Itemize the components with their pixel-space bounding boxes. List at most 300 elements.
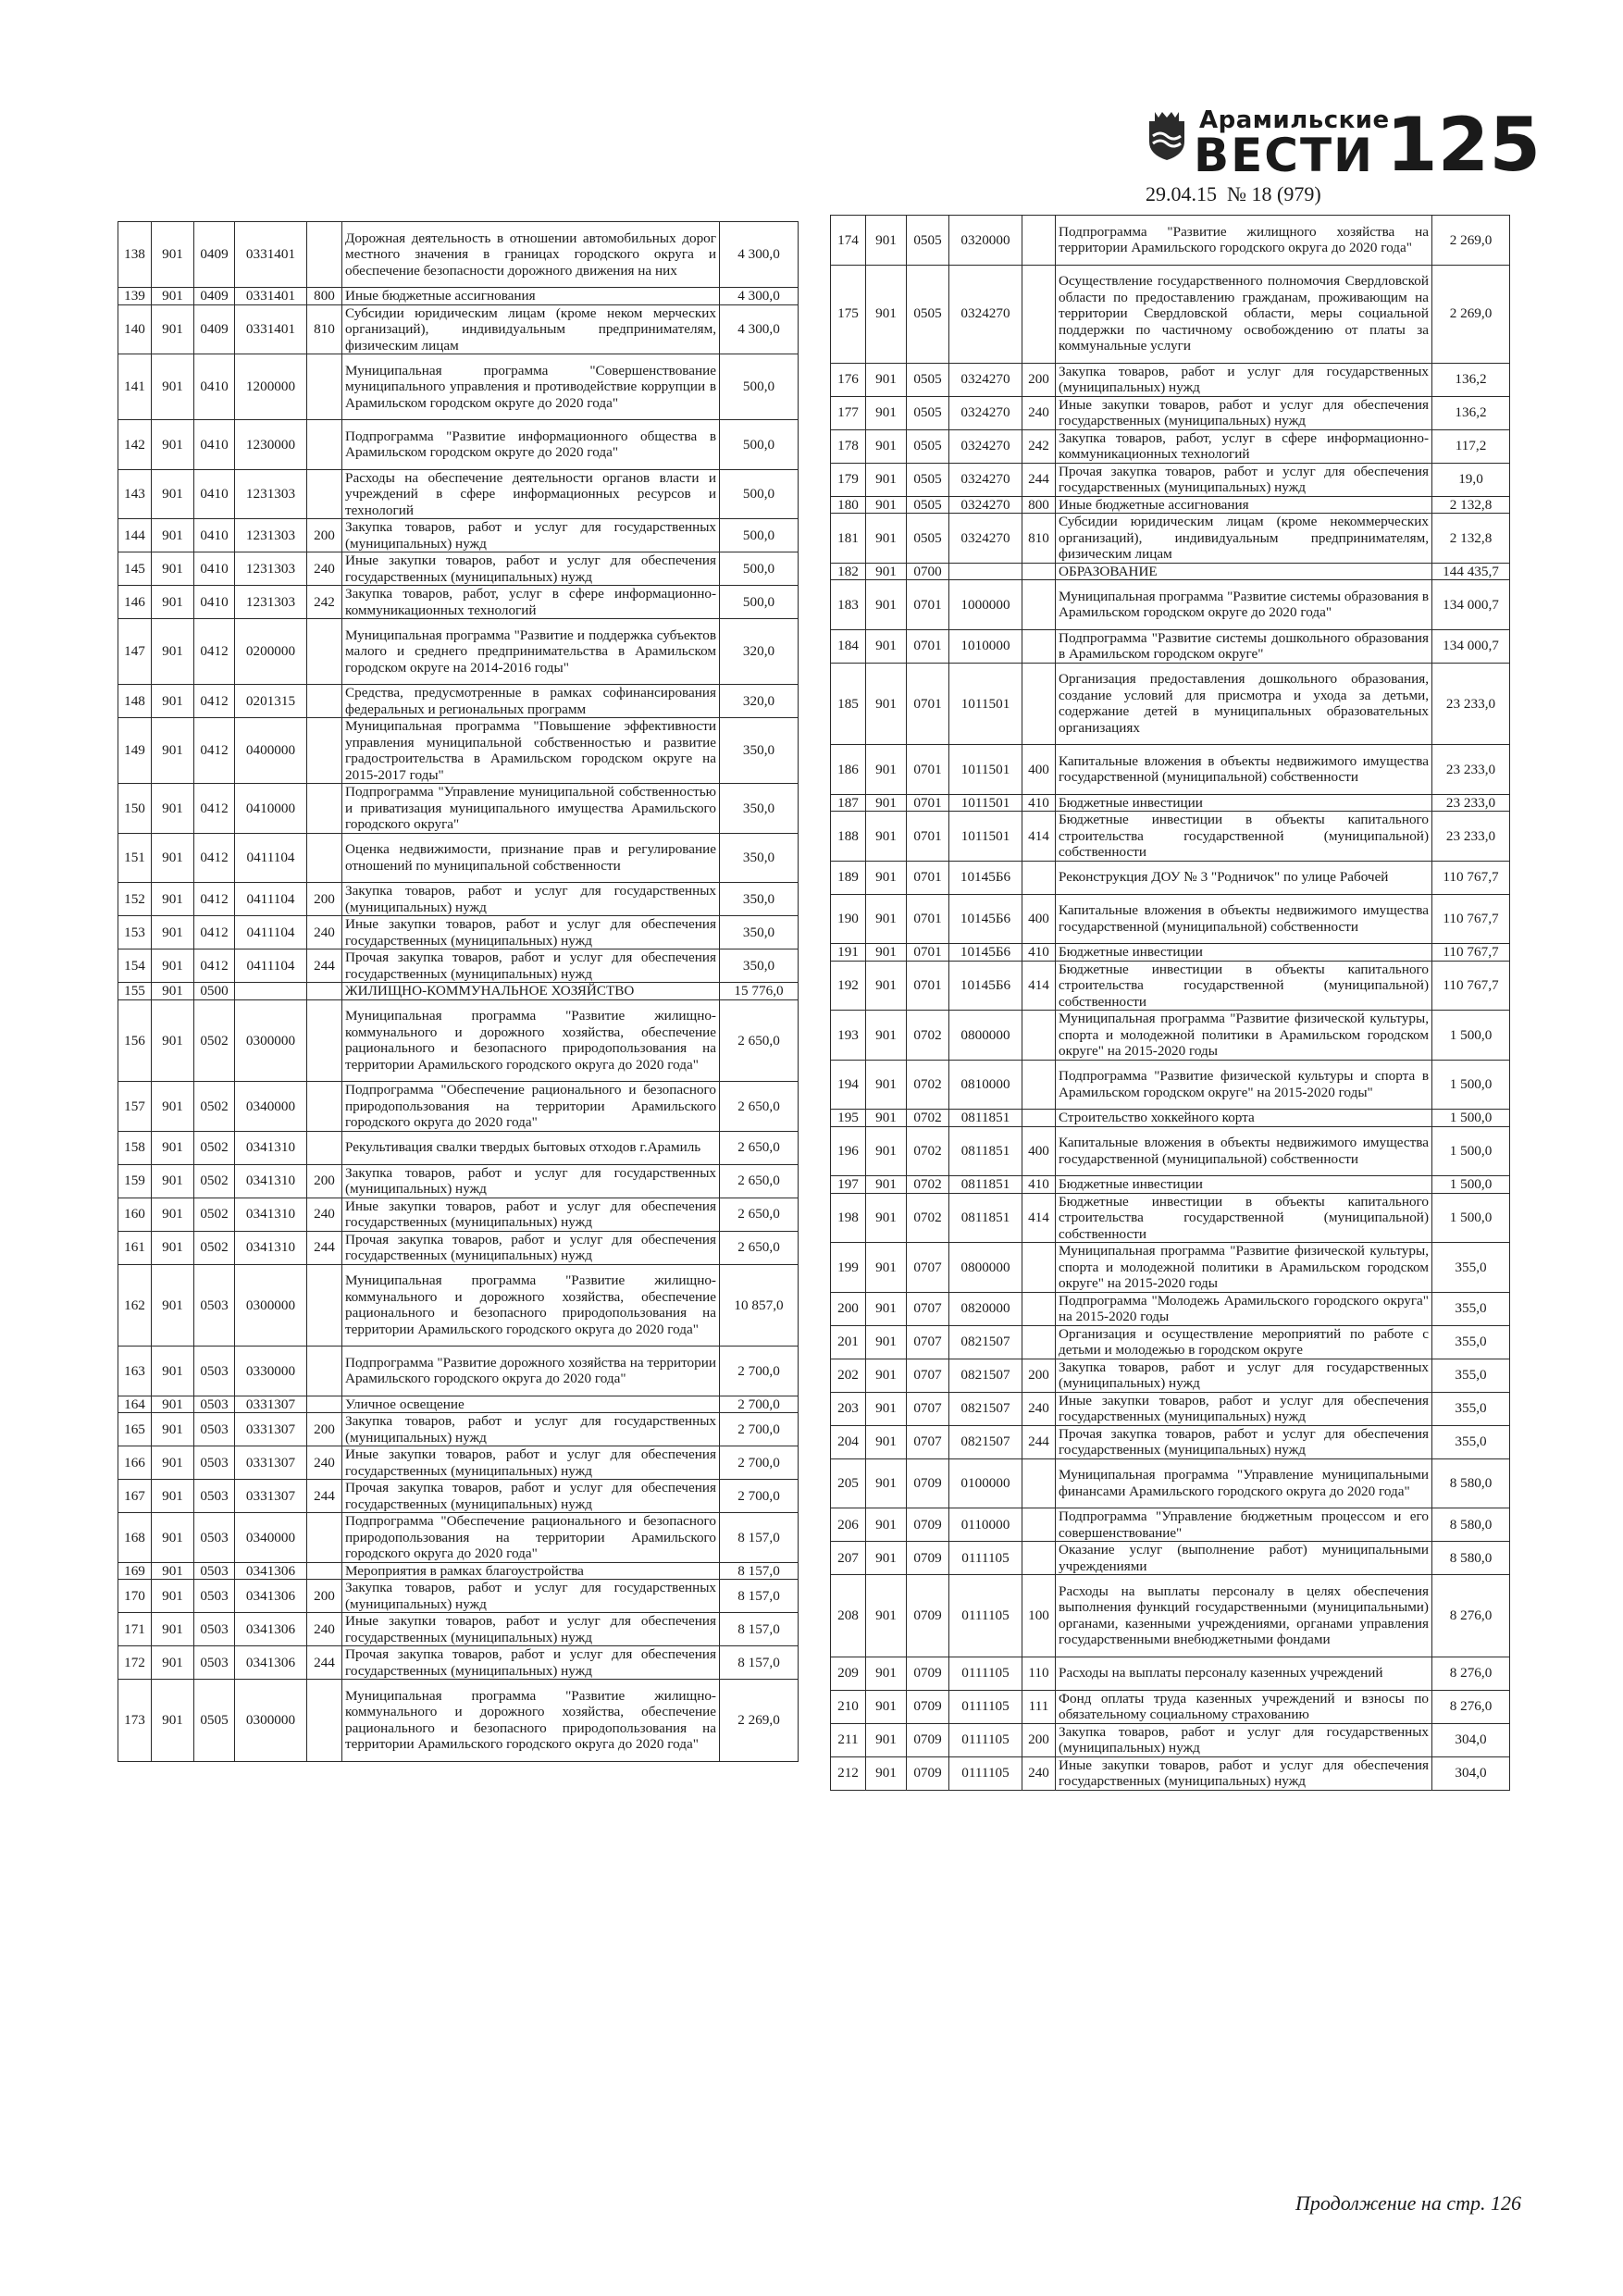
expense-description: Закупка товаров, работ, услуг в сфере информационно-коммуникационных технологий [1056,429,1432,463]
expense-type-code: 240 [1022,1756,1056,1790]
row-number: 169 [118,1562,152,1580]
expense-type-code [1022,629,1056,663]
section-code: 0709 [907,1575,949,1657]
expense-description: Иные закупки товаров, работ и услуг для обеспечения государственных (муниципальных) нужд [1056,1756,1432,1790]
row-number: 198 [831,1193,866,1243]
target-code: 0341306 [235,1580,307,1613]
section-code: 0503 [194,1480,235,1513]
row-number: 209 [831,1657,866,1690]
section-code: 0502 [194,1082,235,1132]
amount: 355,0 [1432,1243,1510,1293]
admin-code: 901 [152,1562,194,1580]
expense-description: Подпрограмма "Развитие информационного общества в Арамильском городском округе до 2020 года" [342,420,720,470]
table-row [118,420,799,470]
expense-type-code: 244 [307,1480,342,1513]
target-code: 0111105 [949,1542,1022,1575]
expense-description: Муниципальная программа "Развитие физической культуры, спорта и молодежной политики в Арамильском городском округе" на 2015-2020 годы [1056,1243,1432,1293]
section-code: 0709 [907,1508,949,1542]
target-code: 0341310 [235,1131,307,1164]
table-row [118,1264,799,1347]
row-number: 205 [831,1458,866,1508]
expense-description: Закупка товаров, работ и услуг для государственных (муниципальных) нужд [1056,1359,1432,1392]
admin-code: 901 [152,916,194,949]
section-code: 0410 [194,586,235,619]
expense-description: Муниципальная программа "Повышение эффективности управления муниципальной собственностью и развитие градостроительства в Арамильском городском округе на 2015-2017 годы" [342,718,720,784]
admin-code: 901 [152,1131,194,1164]
expense-description: Закупка товаров, работ и услуг для государственных (муниципальных) нужд [1056,363,1432,396]
section-code: 0701 [907,944,949,962]
admin-code: 901 [152,833,194,883]
section-code: 0701 [907,580,949,630]
admin-code: 901 [866,1110,907,1127]
admin-code: 901 [866,1176,907,1194]
admin-code: 901 [152,1680,194,1762]
row-number: 149 [118,718,152,784]
section-code: 0701 [907,961,949,1011]
admin-code: 901 [152,883,194,916]
amount: 1 500,0 [1432,1193,1510,1243]
expense-description: Иные закупки товаров, работ и услуг для обеспечения государственных (муниципальных) нужд [342,1446,720,1480]
expense-type-code [1022,1110,1056,1127]
admin-code: 901 [866,745,907,795]
target-code: 0341310 [235,1231,307,1264]
admin-code: 901 [152,949,194,983]
amount: 2 269,0 [1432,265,1510,363]
expense-type-code: 414 [1022,961,1056,1011]
table-row [118,1131,799,1164]
section-code: 0503 [194,1513,235,1563]
table-row [831,363,1510,396]
admin-code: 901 [866,1126,907,1176]
table-row [118,519,799,552]
section-code: 0409 [194,304,235,354]
amount: 2 700,0 [720,1446,799,1480]
left-column [118,221,799,1762]
expense-description: Расходы на обеспечение деятельности органов власти и учреждений в сфере информационных ресурсов и технологий [342,469,720,519]
section-code: 0709 [907,1723,949,1756]
table-row [831,745,1510,795]
expense-type-code [1022,216,1056,266]
section-code: 0505 [907,265,949,363]
expense-type-code: 240 [307,1446,342,1480]
expense-type-code [307,1082,342,1132]
expense-type-code [1022,580,1056,630]
amount: 500,0 [720,469,799,519]
admin-code: 901 [866,363,907,396]
expense-type-code: 240 [1022,1392,1056,1425]
table-row [118,718,799,784]
amount: 355,0 [1432,1325,1510,1359]
expense-type-code [307,685,342,718]
target-code: 0341310 [235,1164,307,1198]
section-code: 0503 [194,1347,235,1396]
amount: 4 300,0 [720,222,799,288]
expense-description: Подпрограмма "Развитие системы дошкольного образования в Арамильском городском округе" [1056,629,1432,663]
target-code: 0411104 [235,883,307,916]
expense-type-code: 400 [1022,894,1056,944]
section-code: 0505 [907,429,949,463]
expense-type-code [1022,1060,1056,1110]
section-code: 0702 [907,1126,949,1176]
target-code: 0300000 [235,999,307,1082]
table-row [118,1680,799,1762]
target-code: 0411104 [235,949,307,983]
amount: 320,0 [720,619,799,685]
expense-description: Иные закупки товаров, работ и услуг для обеспечения государственных (муниципальных) нужд [342,552,720,586]
table-row [118,833,799,883]
target-code: 0411104 [235,833,307,883]
expense-type-code [1022,563,1056,580]
row-number: 139 [118,288,152,305]
table-row [118,552,799,586]
target-code: 10145Б6 [949,961,1022,1011]
amount: 8 157,0 [720,1580,799,1613]
expense-description: Подпрограмма "Развитие дорожного хозяйства на территории Арамильского городского округа до 2020 года" [342,1347,720,1396]
table-row [118,1413,799,1446]
section-code: 0702 [907,1176,949,1194]
target-code: 0820000 [949,1292,1022,1325]
expense-type-code [1022,1458,1056,1508]
table-row [831,1508,1510,1542]
target-code: 0111105 [949,1657,1022,1690]
expense-description: Подпрограмма "Развитие жилищного хозяйства на территории Арамильского городского округа до 2020 года" [1056,216,1432,266]
row-number: 190 [831,894,866,944]
expense-description: Закупка товаров, работ и услуг для государственных (муниципальных) нужд [342,883,720,916]
target-code: 1200000 [235,354,307,420]
table-row [831,1575,1510,1657]
expense-description: Бюджетные инвестиции [1056,1176,1432,1194]
admin-code: 901 [152,1480,194,1513]
expense-description: Прочая закупка товаров, работ и услуг для обеспечения государственных (муниципальных) нужд [1056,1425,1432,1458]
expense-type-code [307,1396,342,1413]
expense-description: Бюджетные инвестиции в объекты капитального строительства государственной (муниципальной) собственности [1056,961,1432,1011]
admin-code: 901 [152,685,194,718]
section-code: 0701 [907,894,949,944]
row-number: 138 [118,222,152,288]
row-number: 161 [118,1231,152,1264]
table-row [831,1176,1510,1194]
expense-description: Капитальные вложения в объекты недвижимого имущества государственной (муниципальной) собственности [1056,1126,1432,1176]
row-number: 150 [118,784,152,834]
amount: 8 157,0 [720,1513,799,1563]
expense-type-code [307,469,342,519]
section-code: 0709 [907,1458,949,1508]
expense-description: Прочая закупка товаров, работ и услуг для обеспечения государственных (муниципальных) нужд [342,1231,720,1264]
table-row [118,1613,799,1646]
expense-type-code: 410 [1022,944,1056,962]
expense-type-code: 200 [1022,1359,1056,1392]
amount: 15 776,0 [720,983,799,1000]
target-code [235,983,307,1000]
amount: 23 233,0 [1432,812,1510,862]
expense-type-code [1022,1542,1056,1575]
section-code: 0702 [907,1011,949,1061]
expense-description: Закупка товаров, работ и услуг для государственных (муниципальных) нужд [342,1413,720,1446]
expense-description: Реконструкция ДОУ № 3 "Родничок" по улице Рабочей [1056,861,1432,894]
issue-number: № 18 (979) [1227,182,1321,205]
amount: 8 276,0 [1432,1575,1510,1657]
admin-code: 901 [152,420,194,470]
admin-code: 901 [152,1264,194,1347]
admin-code: 901 [866,1011,907,1061]
row-number: 192 [831,961,866,1011]
row-number: 197 [831,1176,866,1194]
amount: 500,0 [720,420,799,470]
expense-type-code [1022,265,1056,363]
admin-code: 901 [866,629,907,663]
row-number: 201 [831,1325,866,1359]
section-code: 0503 [194,1413,235,1446]
section-code: 0701 [907,812,949,862]
table-row [831,1425,1510,1458]
target-code: 0320000 [949,216,1022,266]
table-row [831,861,1510,894]
expense-type-code: 244 [307,1646,342,1680]
expense-type-code: 810 [307,304,342,354]
table-row [118,1513,799,1563]
table-row [831,894,1510,944]
table-row [118,304,799,354]
table-row [831,514,1510,564]
row-number: 177 [831,396,866,429]
expense-type-code [307,983,342,1000]
amount: 10 857,0 [720,1264,799,1347]
row-number: 157 [118,1082,152,1132]
row-number: 145 [118,552,152,586]
row-number: 203 [831,1392,866,1425]
row-number: 195 [831,1110,866,1127]
expense-type-code: 240 [307,916,342,949]
expense-type-code: 240 [307,1198,342,1231]
table-row [831,1126,1510,1176]
row-number: 180 [831,496,866,514]
table-row [831,1657,1510,1690]
table-row [118,619,799,685]
table-row [118,1446,799,1480]
section-code: 0503 [194,1396,235,1413]
admin-code: 901 [866,1193,907,1243]
expense-type-code: 240 [1022,396,1056,429]
admin-code: 901 [152,1231,194,1264]
expense-type-code [307,354,342,420]
amount: 8 580,0 [1432,1458,1510,1508]
admin-code: 901 [866,1690,907,1723]
target-code: 0331307 [235,1396,307,1413]
row-number: 158 [118,1131,152,1164]
row-number: 196 [831,1126,866,1176]
table-row [118,999,799,1082]
row-number: 183 [831,580,866,630]
target-code: 0111105 [949,1575,1022,1657]
row-number: 172 [118,1646,152,1680]
admin-code: 901 [152,552,194,586]
target-code: 0331401 [235,304,307,354]
target-code: 1231303 [235,519,307,552]
row-number: 160 [118,1198,152,1231]
expense-type-code: 800 [1022,496,1056,514]
admin-code: 901 [866,1756,907,1790]
admin-code: 901 [866,429,907,463]
admin-code: 901 [866,563,907,580]
admin-code: 901 [152,1396,194,1413]
expense-type-code: 200 [307,883,342,916]
expense-description: Муниципальная программа "Развитие физической культуры, спорта и молодежной политики в Арамильском городском округе" на 2015-2020 годы [1056,1011,1432,1061]
table-row [118,784,799,834]
row-number: 163 [118,1347,152,1396]
target-code: 0111105 [949,1756,1022,1790]
table-row [118,469,799,519]
section-code: 0503 [194,1264,235,1347]
expense-description: Подпрограмма "Обеспечение рационального и безопасного природопользования на территории Арамильского городского округа до 2020 года" [342,1513,720,1563]
amount: 1 500,0 [1432,1011,1510,1061]
amount: 500,0 [720,519,799,552]
expense-description: Закупка товаров, работ и услуг для государственных (муниципальных) нужд [342,1164,720,1198]
target-code: 0811851 [949,1110,1022,1127]
expense-type-code: 410 [1022,794,1056,812]
admin-code: 901 [152,469,194,519]
expense-type-code [307,1562,342,1580]
row-number: 166 [118,1446,152,1480]
admin-code: 901 [152,1446,194,1480]
table-row [118,883,799,916]
section-code: 0503 [194,1646,235,1680]
expense-type-code [1022,1508,1056,1542]
expense-type-code: 414 [1022,812,1056,862]
table-row [831,629,1510,663]
amount: 110 767,7 [1432,944,1510,962]
target-code: 0331401 [235,288,307,305]
expense-description: Подпрограмма "Развитие физической культуры и спорта в Арамильском городском округе" на 2015-2020 годы" [1056,1060,1432,1110]
row-number: 146 [118,586,152,619]
expense-description: Иные закупки товаров, работ и услуг для обеспечения государственных (муниципальных) нужд [342,1198,720,1231]
row-number: 206 [831,1508,866,1542]
target-code: 1000000 [949,580,1022,630]
table-row [831,1060,1510,1110]
table-row [831,563,1510,580]
row-number: 147 [118,619,152,685]
table-row [118,1198,799,1231]
amount: 500,0 [720,354,799,420]
expense-type-code: 414 [1022,1193,1056,1243]
row-number: 202 [831,1359,866,1392]
section-code: 0410 [194,420,235,470]
expense-description: Средства, предусмотренные в рамках софинансирования федеральных и региональных программ [342,685,720,718]
expense-type-code: 810 [1022,514,1056,564]
section-code: 0505 [907,216,949,266]
table-row [118,685,799,718]
target-code [949,563,1022,580]
target-code: 0100000 [949,1458,1022,1508]
table-row [118,1231,799,1264]
section-code: 0505 [907,496,949,514]
admin-code: 901 [152,718,194,784]
expense-type-code [307,784,342,834]
row-number: 188 [831,812,866,862]
table-row [831,1458,1510,1508]
table-row [831,580,1510,630]
row-number: 212 [831,1756,866,1790]
expense-type-code [307,718,342,784]
target-code: 0324270 [949,396,1022,429]
amount: 2 269,0 [720,1680,799,1762]
amount: 110 767,7 [1432,861,1510,894]
city-crest-icon [1146,108,1188,162]
table-row [831,794,1510,812]
table-row [118,586,799,619]
table-row [118,288,799,305]
section-code: 0709 [907,1657,949,1690]
target-code: 0821507 [949,1392,1022,1425]
amount: 2 650,0 [720,1198,799,1231]
expense-type-code [307,833,342,883]
expense-description: Осуществление государственного полномочия Свердловской области по предоставлению гражданам, проживающим на территории Свердловской области, меры социальной поддержки по частичному освобождению от платы за коммунальные услуги [1056,265,1432,363]
row-number: 164 [118,1396,152,1413]
table-row [831,1110,1510,1127]
expense-description: Прочая закупка товаров, работ и услуг для обеспечения государственных (муниципальных) нужд [1056,463,1432,496]
admin-code: 901 [866,1425,907,1458]
expense-type-code: 240 [307,1613,342,1646]
table-row [831,1243,1510,1293]
amount: 1 500,0 [1432,1060,1510,1110]
row-number: 187 [831,794,866,812]
target-code: 0341306 [235,1562,307,1580]
amount: 350,0 [720,833,799,883]
target-code: 0821507 [949,1325,1022,1359]
row-number: 174 [831,216,866,266]
amount: 2 700,0 [720,1413,799,1446]
section-code: 0409 [194,222,235,288]
amount: 117,2 [1432,429,1510,463]
target-code: 1231303 [235,586,307,619]
target-code: 0410000 [235,784,307,834]
table-row [831,1690,1510,1723]
amount: 355,0 [1432,1392,1510,1425]
expense-type-code [307,420,342,470]
admin-code: 901 [152,619,194,685]
expense-type-code [307,1347,342,1396]
right-column [830,215,1510,1791]
target-code: 0800000 [949,1243,1022,1293]
amount: 19,0 [1432,463,1510,496]
section-code: 0707 [907,1392,949,1425]
expense-description: Подпрограмма "Молодежь Арамильского городского округа" на 2015-2020 годы [1056,1292,1432,1325]
table-row [118,222,799,288]
section-code: 0502 [194,999,235,1082]
expense-description: Закупка товаров, работ и услуг для государственных (муниципальных) нужд [342,1580,720,1613]
expense-description: Подпрограмма "Обеспечение рационального и безопасного природопользования на территории Арамильского городского округа до 2020 года" [342,1082,720,1132]
target-code: 0811851 [949,1193,1022,1243]
target-code: 0330000 [235,1347,307,1396]
row-number: 159 [118,1164,152,1198]
expense-description: Бюджетные инвестиции в объекты капитального строительства государственной (муниципальной) собственности [1056,1193,1432,1243]
expense-type-code: 200 [1022,1723,1056,1756]
target-code: 10145Б6 [949,944,1022,962]
admin-code: 901 [152,1082,194,1132]
expense-description: Фонд оплаты труда казенных учреждений и взносы по обязательному социальному страхованию [1056,1690,1432,1723]
section-code: 0701 [907,794,949,812]
table-row [831,663,1510,745]
expense-description: Капитальные вложения в объекты недвижимого имущества государственной (муниципальной) собственности [1056,745,1432,795]
target-code: 0201315 [235,685,307,718]
amount: 8 580,0 [1432,1508,1510,1542]
admin-code: 901 [152,1646,194,1680]
expense-description: Муниципальная программа "Совершенствование муниципального управления и противодействие коррупции в Арамильском городском округе до 2020 года" [342,354,720,420]
amount: 1 500,0 [1432,1126,1510,1176]
table-row [831,463,1510,496]
table-row [118,1396,799,1413]
section-code: 0502 [194,1131,235,1164]
table-row [831,396,1510,429]
